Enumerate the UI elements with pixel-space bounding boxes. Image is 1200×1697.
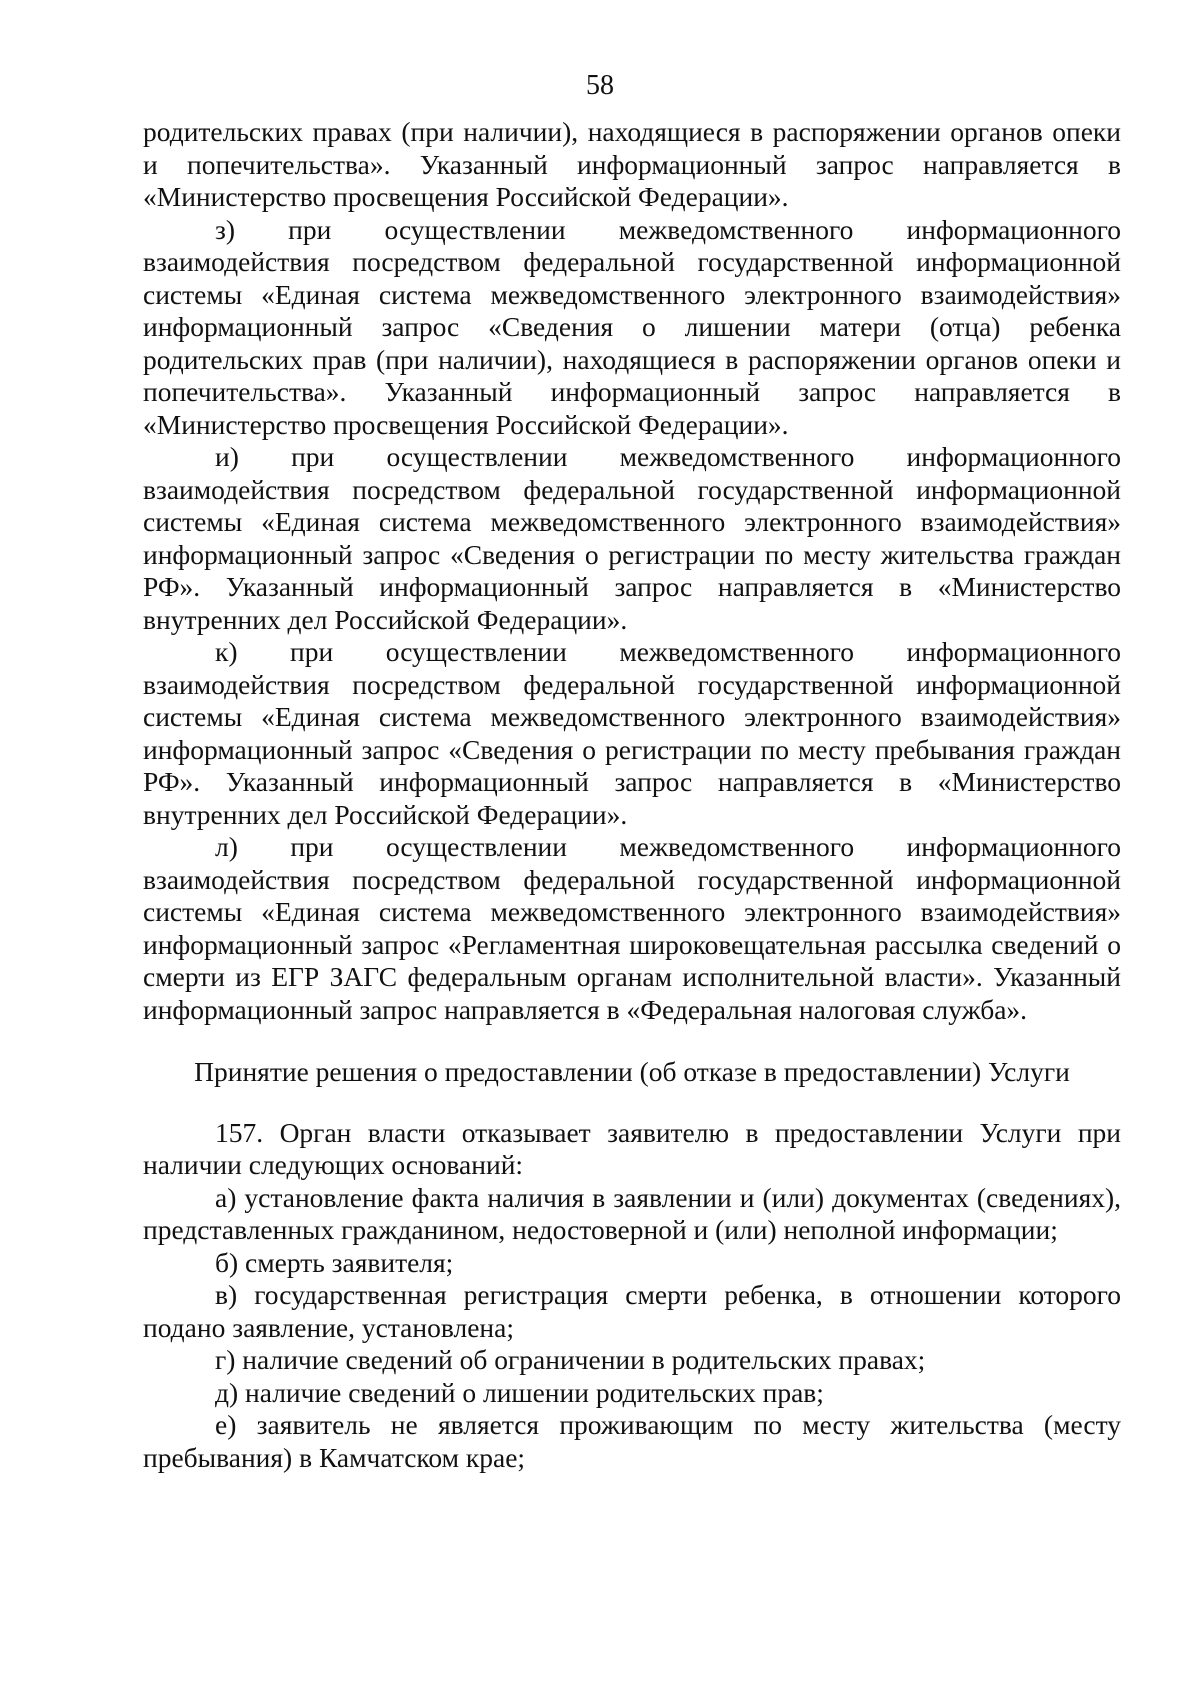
paragraph-item-d: д) наличие сведений о лишении родительских прав; [215, 1376, 824, 1408]
document-body [143, 116, 1121, 1474]
paragraph-item-b: б) смерть заявителя; [215, 1246, 454, 1278]
paragraph-item-k: к) при осуществлении межведомственного информационного взаимодействия посредством федеральной государственной информационной системы «Единая система межведомственного электронного взаимодействия» информационный запрос «Сведения о регистрации по месту пребывания граждан РФ». Указанный информационный запрос направляется в «Министерство внутренних дел Российской Федерации». [143, 636, 1121, 830]
paragraph-item-l: л) при осуществлении межведомственного информационного взаимодействия посредством федеральной государственной информационной системы «Единая система межведомственного электронного взаимодействия» информационный запрос «Регламентная широковещательная рассылка сведений о смерти из ЕГР ЗАГС федеральным органам исполнительной власти». Указанный информационный запрос направляется в «Федеральная налоговая служба». [143, 831, 1121, 1025]
paragraph-item-v: в) государственная регистрация смерти ребенка, в отношении которого подано заявление, установлена; [143, 1279, 1121, 1343]
page-number: 58 [586, 70, 614, 101]
paragraph-item-z: з) при осуществлении межведомственного информационного взаимодействия посредством федеральной государственной информационной системы «Единая система межведомственного электронного взаимодействия» информационный запрос «Сведения о лишении матери (отца) ребенка родительских прав (при наличии), находящиеся в распоряжении органов опеки и попечительства». Указанный информационный запрос направляется в «Министерство просвещения Российской Федерации». [143, 213, 1121, 440]
paragraph-157: 157. Орган власти отказывает заявителю в предоставлении Услуги при наличии следующих оснований: [143, 1116, 1121, 1180]
section-heading: Принятие решения о предоставлении (об отказе в предоставлении) Услуги [194, 1056, 1070, 1087]
paragraph-item-e: е) заявитель не является проживающим по месту жительства (месту пребывания) в Камчатском крае; [143, 1409, 1121, 1473]
paragraph-item-a: а) установление факта наличия в заявлении и (или) документах (сведениях), представленных гражданином, недостоверной и (или) неполной информации; [143, 1181, 1121, 1245]
paragraph-continuation: родительских правах (при наличии), находящиеся в распоряжении органов опеки и попечительства». Указанный информационный запрос направляется в «Министерство просвещения Российской Федерации». [143, 116, 1121, 212]
paragraph-item-g: г) наличие сведений об ограничении в родительских правах; [215, 1344, 926, 1375]
paragraph-item-i: и) при осуществлении межведомственного информационного взаимодействия посредством федеральной государственной информационной системы «Единая система межведомственного электронного взаимодействия» информационный запрос «Сведения о регистрации по месту жительства граждан РФ». Указанный информационный запрос направляется в «Министерство внутренних дел Российской Федерации». [143, 441, 1121, 635]
